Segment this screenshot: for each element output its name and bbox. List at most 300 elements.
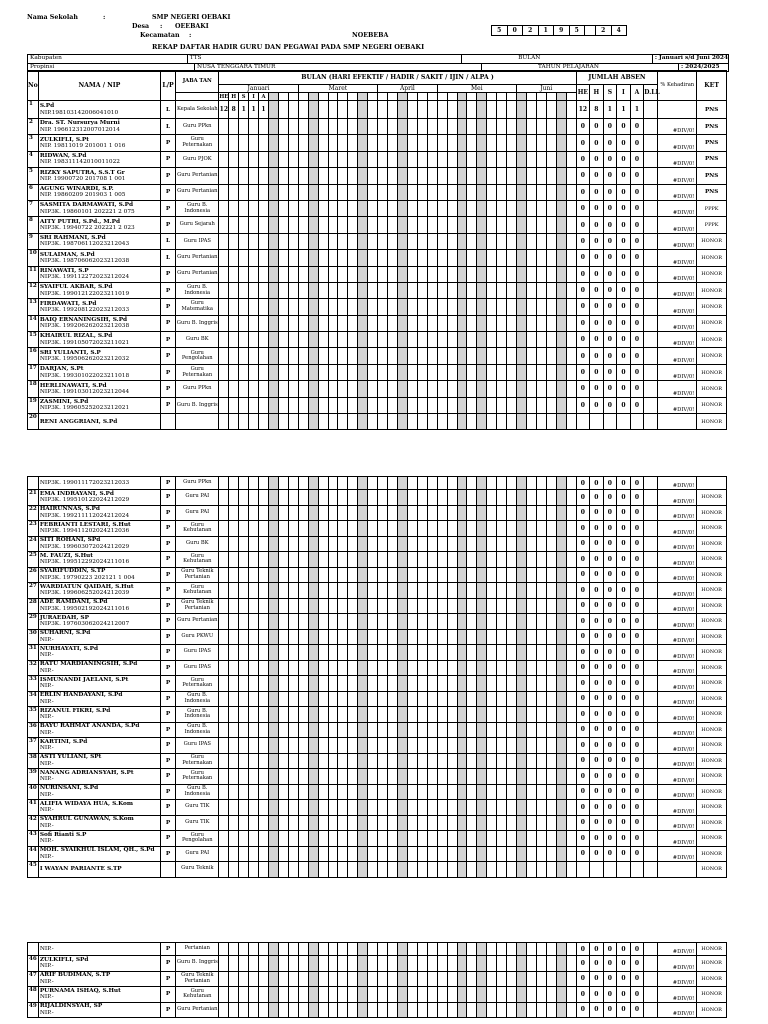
day-cell[interactable] xyxy=(477,971,487,987)
day-cell[interactable] xyxy=(517,645,527,661)
day-cell[interactable] xyxy=(536,800,546,816)
day-cell[interactable] xyxy=(308,738,318,754)
day-cell[interactable] xyxy=(437,629,447,645)
day-cell[interactable] xyxy=(249,233,259,249)
day-cell[interactable] xyxy=(477,629,487,645)
day-cell[interactable] xyxy=(477,862,487,878)
day-cell[interactable] xyxy=(417,753,427,769)
day-cell[interactable] xyxy=(427,299,437,315)
day-cell[interactable] xyxy=(358,490,368,506)
day-cell[interactable] xyxy=(378,614,388,630)
day-cell[interactable] xyxy=(368,217,378,233)
day-cell[interactable] xyxy=(407,769,417,785)
day-cell[interactable] xyxy=(378,629,388,645)
day-cell[interactable] xyxy=(457,168,467,184)
day-cell[interactable] xyxy=(517,397,527,413)
day-cell[interactable]: 1 xyxy=(259,101,269,119)
day-cell[interactable] xyxy=(477,784,487,800)
day-cell[interactable] xyxy=(318,364,328,380)
day-cell[interactable] xyxy=(229,971,239,987)
day-cell[interactable] xyxy=(298,722,308,738)
day-cell[interactable] xyxy=(527,707,537,723)
day-cell[interactable] xyxy=(388,119,398,135)
day-cell[interactable] xyxy=(566,119,576,135)
day-cell[interactable] xyxy=(249,250,259,266)
day-cell[interactable] xyxy=(556,151,566,167)
day-cell[interactable] xyxy=(288,168,298,184)
day-cell[interactable] xyxy=(278,119,288,135)
day-cell[interactable] xyxy=(546,614,556,630)
day-cell[interactable] xyxy=(219,119,229,135)
day-cell[interactable] xyxy=(447,800,457,816)
day-cell[interactable] xyxy=(278,956,288,972)
day-cell[interactable] xyxy=(407,738,417,754)
day-cell[interactable] xyxy=(348,397,358,413)
day-cell[interactable] xyxy=(348,381,358,397)
day-cell[interactable] xyxy=(269,862,279,878)
day-cell[interactable] xyxy=(249,414,259,430)
day-cell[interactable] xyxy=(507,135,517,151)
day-cell[interactable] xyxy=(467,490,477,506)
day-cell[interactable] xyxy=(229,862,239,878)
day-cell[interactable] xyxy=(318,397,328,413)
day-cell[interactable] xyxy=(398,815,408,831)
day-cell[interactable] xyxy=(278,200,288,216)
day-cell[interactable] xyxy=(338,753,348,769)
day-cell[interactable] xyxy=(546,1002,556,1018)
day-cell[interactable] xyxy=(427,971,437,987)
day-cell[interactable] xyxy=(507,831,517,847)
day-cell[interactable] xyxy=(249,119,259,135)
day-cell[interactable] xyxy=(239,943,249,956)
day-cell[interactable] xyxy=(308,614,318,630)
day-cell[interactable] xyxy=(288,956,298,972)
day-cell[interactable] xyxy=(308,815,318,831)
day-cell[interactable] xyxy=(328,956,338,972)
day-cell[interactable] xyxy=(546,332,556,348)
day-cell[interactable] xyxy=(259,815,269,831)
day-cell[interactable] xyxy=(249,348,259,364)
day-cell[interactable] xyxy=(298,645,308,661)
day-cell[interactable] xyxy=(536,200,546,216)
day-cell[interactable] xyxy=(388,956,398,972)
day-cell[interactable] xyxy=(308,987,318,1003)
day-cell[interactable] xyxy=(437,266,447,282)
day-cell[interactable] xyxy=(249,299,259,315)
day-cell[interactable] xyxy=(536,846,546,862)
day-cell[interactable] xyxy=(526,348,536,364)
day-cell[interactable] xyxy=(536,738,546,754)
day-cell[interactable] xyxy=(308,800,318,816)
day-cell[interactable]: 12 xyxy=(219,101,229,119)
day-cell[interactable] xyxy=(467,660,477,676)
day-cell[interactable] xyxy=(487,505,497,521)
day-cell[interactable] xyxy=(338,332,348,348)
day-cell[interactable] xyxy=(536,266,546,282)
day-cell[interactable] xyxy=(338,691,348,707)
day-cell[interactable] xyxy=(338,815,348,831)
day-cell[interactable] xyxy=(457,200,467,216)
day-cell[interactable] xyxy=(288,266,298,282)
day-cell[interactable] xyxy=(566,660,576,676)
day-cell[interactable] xyxy=(398,722,408,738)
day-cell[interactable] xyxy=(507,184,517,200)
day-cell[interactable] xyxy=(229,200,239,216)
day-cell[interactable] xyxy=(368,971,378,987)
day-cell[interactable] xyxy=(437,784,447,800)
day-cell[interactable] xyxy=(397,266,407,282)
day-cell[interactable] xyxy=(338,282,348,298)
day-cell[interactable] xyxy=(457,282,467,298)
day-cell[interactable] xyxy=(278,567,288,583)
day-cell[interactable] xyxy=(288,101,298,119)
day-cell[interactable] xyxy=(259,707,269,723)
day-cell[interactable] xyxy=(407,477,417,490)
day-cell[interactable] xyxy=(517,250,527,266)
day-cell[interactable] xyxy=(417,151,427,167)
day-cell[interactable] xyxy=(239,151,249,167)
day-cell[interactable] xyxy=(546,282,556,298)
day-cell[interactable] xyxy=(437,168,447,184)
day-cell[interactable] xyxy=(398,956,408,972)
day-cell[interactable] xyxy=(358,348,368,364)
day-cell[interactable] xyxy=(526,397,536,413)
day-cell[interactable] xyxy=(417,332,427,348)
day-cell[interactable] xyxy=(527,536,537,552)
day-cell[interactable] xyxy=(268,217,278,233)
day-cell[interactable] xyxy=(269,614,279,630)
day-cell[interactable] xyxy=(269,583,279,599)
day-cell[interactable] xyxy=(546,722,556,738)
day-cell[interactable] xyxy=(487,397,497,413)
day-cell[interactable] xyxy=(308,629,318,645)
day-cell[interactable] xyxy=(388,332,398,348)
day-cell[interactable] xyxy=(517,971,527,987)
day-cell[interactable] xyxy=(477,505,487,521)
day-cell[interactable] xyxy=(407,583,417,599)
day-cell[interactable] xyxy=(368,800,378,816)
day-cell[interactable] xyxy=(368,738,378,754)
day-cell[interactable] xyxy=(348,266,358,282)
day-cell[interactable] xyxy=(278,184,288,200)
day-cell[interactable] xyxy=(437,753,447,769)
day-cell[interactable] xyxy=(497,477,507,490)
day-cell[interactable] xyxy=(536,101,546,119)
day-cell[interactable] xyxy=(417,505,427,521)
day-cell[interactable] xyxy=(556,862,566,878)
day-cell[interactable] xyxy=(328,707,338,723)
day-cell[interactable] xyxy=(278,691,288,707)
day-cell[interactable] xyxy=(328,614,338,630)
day-cell[interactable] xyxy=(447,846,457,862)
day-cell[interactable] xyxy=(229,846,239,862)
day-cell[interactable] xyxy=(457,250,467,266)
day-cell[interactable] xyxy=(527,521,537,537)
day-cell[interactable] xyxy=(239,536,249,552)
day-cell[interactable] xyxy=(427,101,437,119)
day-cell[interactable] xyxy=(229,707,239,723)
day-cell[interactable] xyxy=(487,614,497,630)
day-cell[interactable] xyxy=(328,831,338,847)
day-cell[interactable] xyxy=(288,784,298,800)
day-cell[interactable] xyxy=(308,200,318,216)
day-cell[interactable] xyxy=(447,660,457,676)
day-cell[interactable] xyxy=(497,119,507,135)
day-cell[interactable] xyxy=(229,505,239,521)
day-cell[interactable] xyxy=(457,552,467,568)
day-cell[interactable] xyxy=(556,943,566,956)
day-cell[interactable] xyxy=(378,332,388,348)
day-cell[interactable] xyxy=(407,348,417,364)
day-cell[interactable] xyxy=(427,168,437,184)
day-cell[interactable] xyxy=(219,135,229,151)
day-cell[interactable] xyxy=(447,184,457,200)
day-cell[interactable] xyxy=(328,299,338,315)
day-cell[interactable] xyxy=(507,233,517,249)
day-cell[interactable] xyxy=(497,521,507,537)
day-cell[interactable] xyxy=(368,477,378,490)
day-cell[interactable] xyxy=(536,831,546,847)
day-cell[interactable] xyxy=(417,943,427,956)
day-cell[interactable] xyxy=(249,862,259,878)
day-cell[interactable] xyxy=(338,846,348,862)
day-cell[interactable] xyxy=(229,738,239,754)
day-cell[interactable] xyxy=(268,299,278,315)
day-cell[interactable] xyxy=(467,815,477,831)
day-cell[interactable] xyxy=(338,414,348,430)
day-cell[interactable] xyxy=(338,800,348,816)
day-cell[interactable] xyxy=(556,753,566,769)
day-cell[interactable] xyxy=(268,119,278,135)
day-cell[interactable] xyxy=(239,800,249,816)
day-cell[interactable] xyxy=(298,414,308,430)
day-cell[interactable] xyxy=(487,233,497,249)
day-cell[interactable] xyxy=(288,397,298,413)
day-cell[interactable] xyxy=(487,645,497,661)
day-cell[interactable] xyxy=(298,769,308,785)
day-cell[interactable] xyxy=(398,707,408,723)
day-cell[interactable] xyxy=(229,583,239,599)
day-cell[interactable] xyxy=(388,233,398,249)
day-cell[interactable] xyxy=(417,583,427,599)
day-cell[interactable] xyxy=(477,583,487,599)
day-cell[interactable] xyxy=(497,645,507,661)
day-cell[interactable] xyxy=(497,800,507,816)
day-cell[interactable] xyxy=(278,135,288,151)
day-cell[interactable] xyxy=(398,645,408,661)
day-cell[interactable] xyxy=(298,381,308,397)
day-cell[interactable] xyxy=(358,233,368,249)
day-cell[interactable] xyxy=(278,332,288,348)
day-cell[interactable] xyxy=(328,971,338,987)
day-cell[interactable] xyxy=(348,250,358,266)
day-cell[interactable] xyxy=(278,676,288,692)
day-cell[interactable] xyxy=(288,567,298,583)
day-cell[interactable] xyxy=(318,645,328,661)
day-cell[interactable] xyxy=(447,862,457,878)
day-cell[interactable] xyxy=(348,200,358,216)
day-cell[interactable] xyxy=(397,101,407,119)
day-cell[interactable] xyxy=(467,101,477,119)
day-cell[interactable] xyxy=(517,831,527,847)
day-cell[interactable] xyxy=(318,250,328,266)
day-cell[interactable] xyxy=(467,364,477,380)
day-cell[interactable] xyxy=(249,831,259,847)
day-cell[interactable] xyxy=(269,505,279,521)
day-cell[interactable] xyxy=(507,381,517,397)
day-cell[interactable] xyxy=(328,583,338,599)
day-cell[interactable] xyxy=(407,800,417,816)
day-cell[interactable] xyxy=(417,784,427,800)
day-cell[interactable] xyxy=(378,660,388,676)
day-cell[interactable] xyxy=(417,217,427,233)
day-cell[interactable] xyxy=(397,119,407,135)
day-cell[interactable] xyxy=(566,414,576,430)
day-cell[interactable] xyxy=(278,660,288,676)
day-cell[interactable] xyxy=(457,505,467,521)
day-cell[interactable] xyxy=(487,315,497,331)
day-cell[interactable] xyxy=(467,332,477,348)
day-cell[interactable] xyxy=(239,552,249,568)
day-cell[interactable] xyxy=(467,862,477,878)
day-cell[interactable] xyxy=(497,505,507,521)
day-cell[interactable] xyxy=(288,707,298,723)
day-cell[interactable] xyxy=(229,552,239,568)
day-cell[interactable] xyxy=(457,707,467,723)
day-cell[interactable] xyxy=(308,707,318,723)
day-cell[interactable] xyxy=(517,200,527,216)
day-cell[interactable] xyxy=(278,282,288,298)
day-cell[interactable] xyxy=(298,266,308,282)
day-cell[interactable] xyxy=(417,414,427,430)
day-cell[interactable] xyxy=(467,676,477,692)
day-cell[interactable] xyxy=(398,943,408,956)
day-cell[interactable] xyxy=(269,552,279,568)
day-cell[interactable] xyxy=(566,250,576,266)
day-cell[interactable] xyxy=(348,184,358,200)
day-cell[interactable] xyxy=(517,629,527,645)
day-cell[interactable] xyxy=(219,769,229,785)
day-cell[interactable] xyxy=(556,135,566,151)
day-cell[interactable] xyxy=(318,332,328,348)
day-cell[interactable] xyxy=(368,505,378,521)
day-cell[interactable] xyxy=(467,119,477,135)
day-cell[interactable] xyxy=(527,583,537,599)
day-cell[interactable] xyxy=(437,567,447,583)
day-cell[interactable] xyxy=(239,521,249,537)
day-cell[interactable] xyxy=(219,629,229,645)
day-cell[interactable] xyxy=(269,567,279,583)
day-cell[interactable] xyxy=(467,233,477,249)
day-cell[interactable] xyxy=(417,660,427,676)
day-cell[interactable] xyxy=(388,598,398,614)
day-cell[interactable] xyxy=(269,753,279,769)
day-cell[interactable] xyxy=(338,956,348,972)
day-cell[interactable] xyxy=(397,381,407,397)
day-cell[interactable] xyxy=(278,381,288,397)
day-cell[interactable] xyxy=(288,645,298,661)
day-cell[interactable] xyxy=(467,769,477,785)
day-cell[interactable] xyxy=(298,583,308,599)
day-cell[interactable] xyxy=(517,598,527,614)
day-cell[interactable] xyxy=(318,815,328,831)
day-cell[interactable] xyxy=(298,101,308,119)
day-cell[interactable] xyxy=(278,862,288,878)
day-cell[interactable] xyxy=(427,784,437,800)
day-cell[interactable] xyxy=(278,598,288,614)
day-cell[interactable] xyxy=(477,200,487,216)
day-cell[interactable] xyxy=(526,101,536,119)
day-cell[interactable] xyxy=(546,676,556,692)
day-cell[interactable] xyxy=(556,233,566,249)
day-cell[interactable] xyxy=(447,414,457,430)
day-cell[interactable] xyxy=(338,477,348,490)
day-cell[interactable] xyxy=(338,645,348,661)
day-cell[interactable] xyxy=(487,660,497,676)
day-cell[interactable] xyxy=(269,477,279,490)
day-cell[interactable] xyxy=(348,536,358,552)
day-cell[interactable] xyxy=(556,1002,566,1018)
day-cell[interactable] xyxy=(249,536,259,552)
day-cell[interactable] xyxy=(268,184,278,200)
day-cell[interactable] xyxy=(477,477,487,490)
day-cell[interactable] xyxy=(427,536,437,552)
day-cell[interactable] xyxy=(328,101,338,119)
day-cell[interactable] xyxy=(229,1002,239,1018)
day-cell[interactable] xyxy=(249,151,259,167)
day-cell[interactable] xyxy=(477,266,487,282)
day-cell[interactable] xyxy=(219,414,229,430)
day-cell[interactable] xyxy=(546,233,556,249)
day-cell[interactable] xyxy=(447,738,457,754)
day-cell[interactable] xyxy=(546,691,556,707)
day-cell[interactable] xyxy=(388,315,398,331)
day-cell[interactable] xyxy=(417,119,427,135)
day-cell[interactable] xyxy=(219,332,229,348)
day-cell[interactable] xyxy=(536,614,546,630)
day-cell[interactable] xyxy=(566,397,576,413)
day-cell[interactable] xyxy=(536,1002,546,1018)
day-cell[interactable] xyxy=(536,536,546,552)
day-cell[interactable] xyxy=(507,521,517,537)
day-cell[interactable] xyxy=(427,1002,437,1018)
day-cell[interactable] xyxy=(507,660,517,676)
day-cell[interactable] xyxy=(259,397,269,413)
day-cell[interactable] xyxy=(566,101,576,119)
day-cell[interactable] xyxy=(467,645,477,661)
day-cell[interactable] xyxy=(318,536,328,552)
day-cell[interactable] xyxy=(477,707,487,723)
day-cell[interactable] xyxy=(556,831,566,847)
day-cell[interactable] xyxy=(278,414,288,430)
day-cell[interactable] xyxy=(219,567,229,583)
day-cell[interactable] xyxy=(517,101,527,119)
day-cell[interactable] xyxy=(427,521,437,537)
day-cell[interactable] xyxy=(507,552,517,568)
day-cell[interactable] xyxy=(417,521,427,537)
day-cell[interactable] xyxy=(526,184,536,200)
day-cell[interactable] xyxy=(348,846,358,862)
day-cell[interactable] xyxy=(308,101,318,119)
day-cell[interactable] xyxy=(229,282,239,298)
day-cell[interactable] xyxy=(447,101,457,119)
day-cell[interactable] xyxy=(388,266,398,282)
day-cell[interactable] xyxy=(527,629,537,645)
day-cell[interactable] xyxy=(517,784,527,800)
day-cell[interactable] xyxy=(249,815,259,831)
day-cell[interactable] xyxy=(229,119,239,135)
day-cell[interactable] xyxy=(556,119,566,135)
